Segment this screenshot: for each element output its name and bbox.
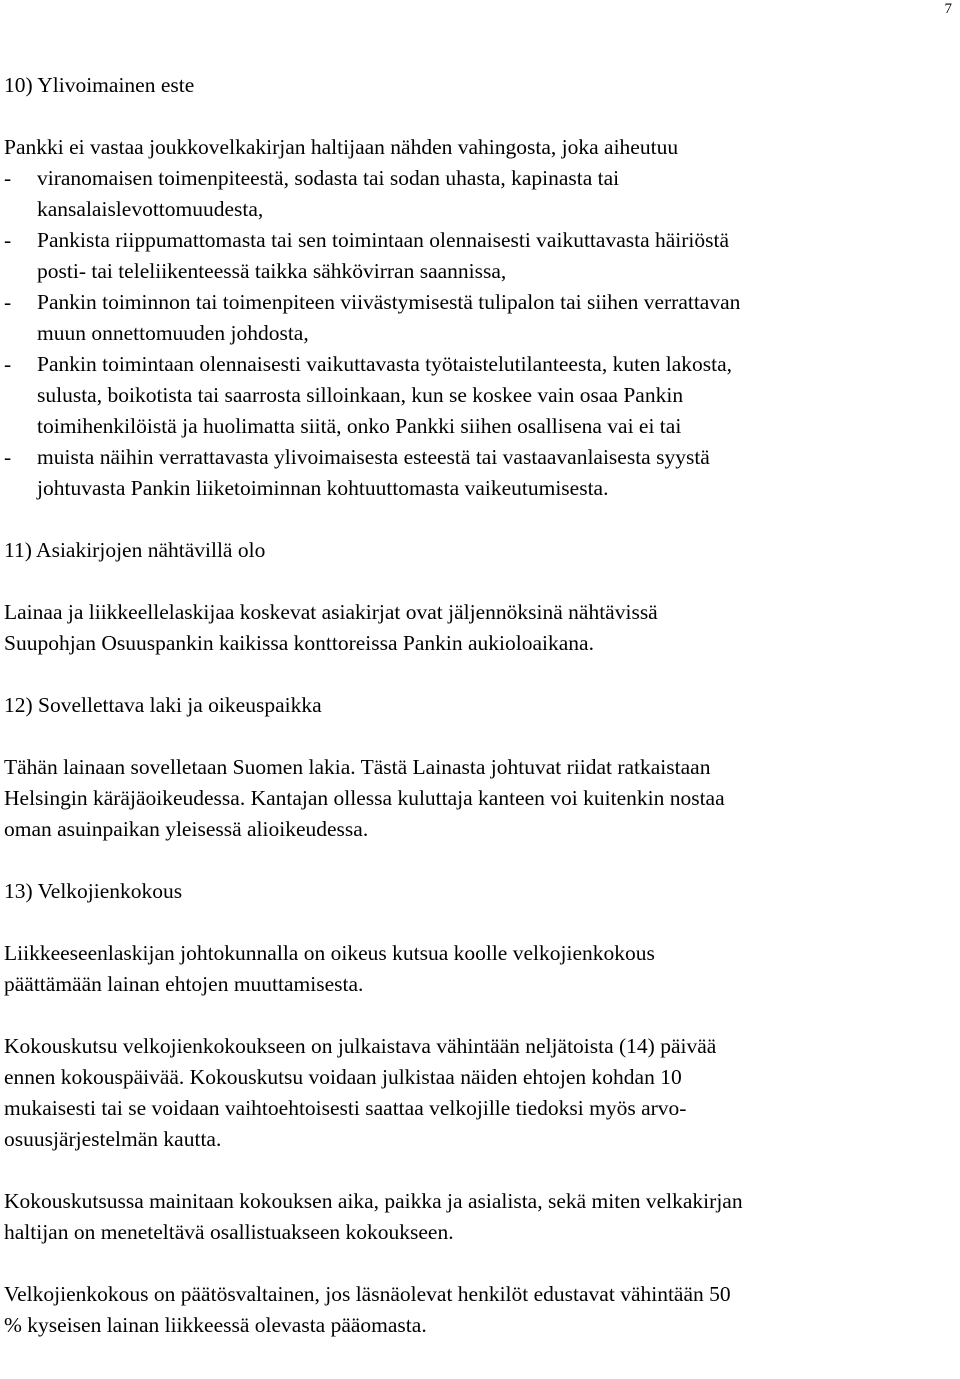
page-number: 7 (944, 1, 952, 17)
section-11 (4, 535, 954, 659)
bullet-line: posti- tai teleliikenteessä taikka sähkövirran saannissa, (37, 259, 507, 283)
bullet-line: sulusta, boikotista tai saarrosta silloinkaan, kun se koskee vain osaa Pankin (37, 383, 684, 407)
paragraph-line: Helsingin käräjäoikeudessa. Kantajan ollessa kuluttaja kanteen voi kuitenkin nostaa (4, 786, 725, 810)
bullet-dash: - (4, 445, 12, 469)
bullet-line: johtuvasta Pankin liiketoiminnan kohtuuttomasta vaikeutumisesta. (37, 476, 609, 500)
paragraph-line: Velkojienkokous on päätösvaltainen, jos läsnäolevat henkilöt edustavat vähintään 50 (4, 1282, 731, 1306)
paragraph (4, 938, 954, 1000)
bullet-line: Pankin toimintaan olennaisesti vaikuttavasta työtaistelutilanteesta, kuten lakosta, (37, 352, 733, 376)
bullet-line: muista näihin verrattavasta ylivoimaisesta esteestä tai vastaavanlaisesta syystä (37, 445, 710, 469)
paragraph (4, 597, 954, 659)
list-item (4, 349, 954, 442)
bullet-dash: - (4, 352, 12, 376)
paragraph-line: ennen kokouspäivää. Kokouskutsu voidaan julkistaa näiden ehtojen kohdan 10 (4, 1065, 682, 1089)
paragraph-line: Lainaa ja liikkeellelaskijaa koskevat asiakirjat ovat jäljennöksinä nähtävissä (4, 600, 658, 624)
bullet-line: muun onnettomuuden johdosta, (37, 321, 309, 345)
paragraph-line: mukaisesti tai se voidaan vaihtoehtoisesti saattaa velkojille tiedoksi myös arvo- (4, 1096, 687, 1120)
paragraph-line: päättämään lainan ehtojen muuttamisesta. (4, 972, 364, 996)
document-body (4, 70, 954, 1341)
paragraph-line: Liikkeeseenlaskijan johtokunnalla on oikeus kutsua koolle velkojienkokous (4, 941, 655, 965)
bullet-line: Pankin toiminnon tai toimenpiteen viivästymisestä tulipalon tai siihen verrattavan (37, 290, 741, 314)
section-13 (4, 876, 954, 1341)
bullet-line: toimihenkilöistä ja huolimatta siitä, onko Pankki siihen osallisena vai ei tai (37, 414, 682, 438)
paragraph-line: Tähän lainaan sovelletaan Suomen lakia. Tästä Lainasta johtuvat riidat ratkaistaan (4, 755, 711, 779)
section-heading: 10) Ylivoimainen este (4, 73, 195, 97)
section-heading: 13) Velkojienkokous (4, 879, 183, 903)
paragraph-line: haltijan on meneteltävä osallistuakseen kokoukseen. (4, 1220, 454, 1244)
section-intro: Pankki ei vastaa joukkovelkakirjan haltijaan nähden vahingosta, joka aiheutuu (4, 135, 679, 159)
section-10 (4, 70, 954, 504)
paragraph (4, 752, 954, 845)
section-heading: 12) Sovellettava laki ja oikeuspaikka (4, 693, 322, 717)
list-item (4, 225, 954, 287)
bullet-dash: - (4, 166, 12, 190)
paragraph (4, 1031, 954, 1155)
bullet-list (4, 163, 954, 504)
bullet-line: kansalaislevottomuudesta, (37, 197, 264, 221)
bullet-dash: - (4, 228, 12, 252)
section-12 (4, 690, 954, 845)
paragraph-line: oman asuinpaikan yleisessä alioikeudessa. (4, 817, 369, 841)
paragraph-line: % kyseisen lainan liikkeessä olevasta pääomasta. (4, 1313, 427, 1337)
paragraph-line: Kokouskutsussa mainitaan kokouksen aika, paikka ja asialista, sekä miten velkakirjan (4, 1189, 743, 1213)
section-heading: 11) Asiakirjojen nähtävillä olo (4, 538, 266, 562)
paragraph-line: Kokouskutsu velkojienkokoukseen on julkaistava vähintään neljätoista (14) päivää (4, 1034, 717, 1058)
list-item (4, 442, 954, 504)
paragraph (4, 1186, 954, 1248)
paragraph-line: osuusjärjestelmän kautta. (4, 1127, 222, 1151)
bullet-line: viranomaisen toimenpiteestä, sodasta tai sodan uhasta, kapinasta tai (37, 166, 620, 190)
list-item (4, 287, 954, 349)
bullet-line: Pankista riippumattomasta tai sen toimintaan olennaisesti vaikuttavasta häiriöstä (37, 228, 730, 252)
list-item (4, 163, 954, 225)
bullet-dash: - (4, 290, 12, 314)
paragraph (4, 1279, 954, 1341)
paragraph-line: Suupohjan Osuuspankin kaikissa konttoreissa Pankin aukioloaikana. (4, 631, 594, 655)
